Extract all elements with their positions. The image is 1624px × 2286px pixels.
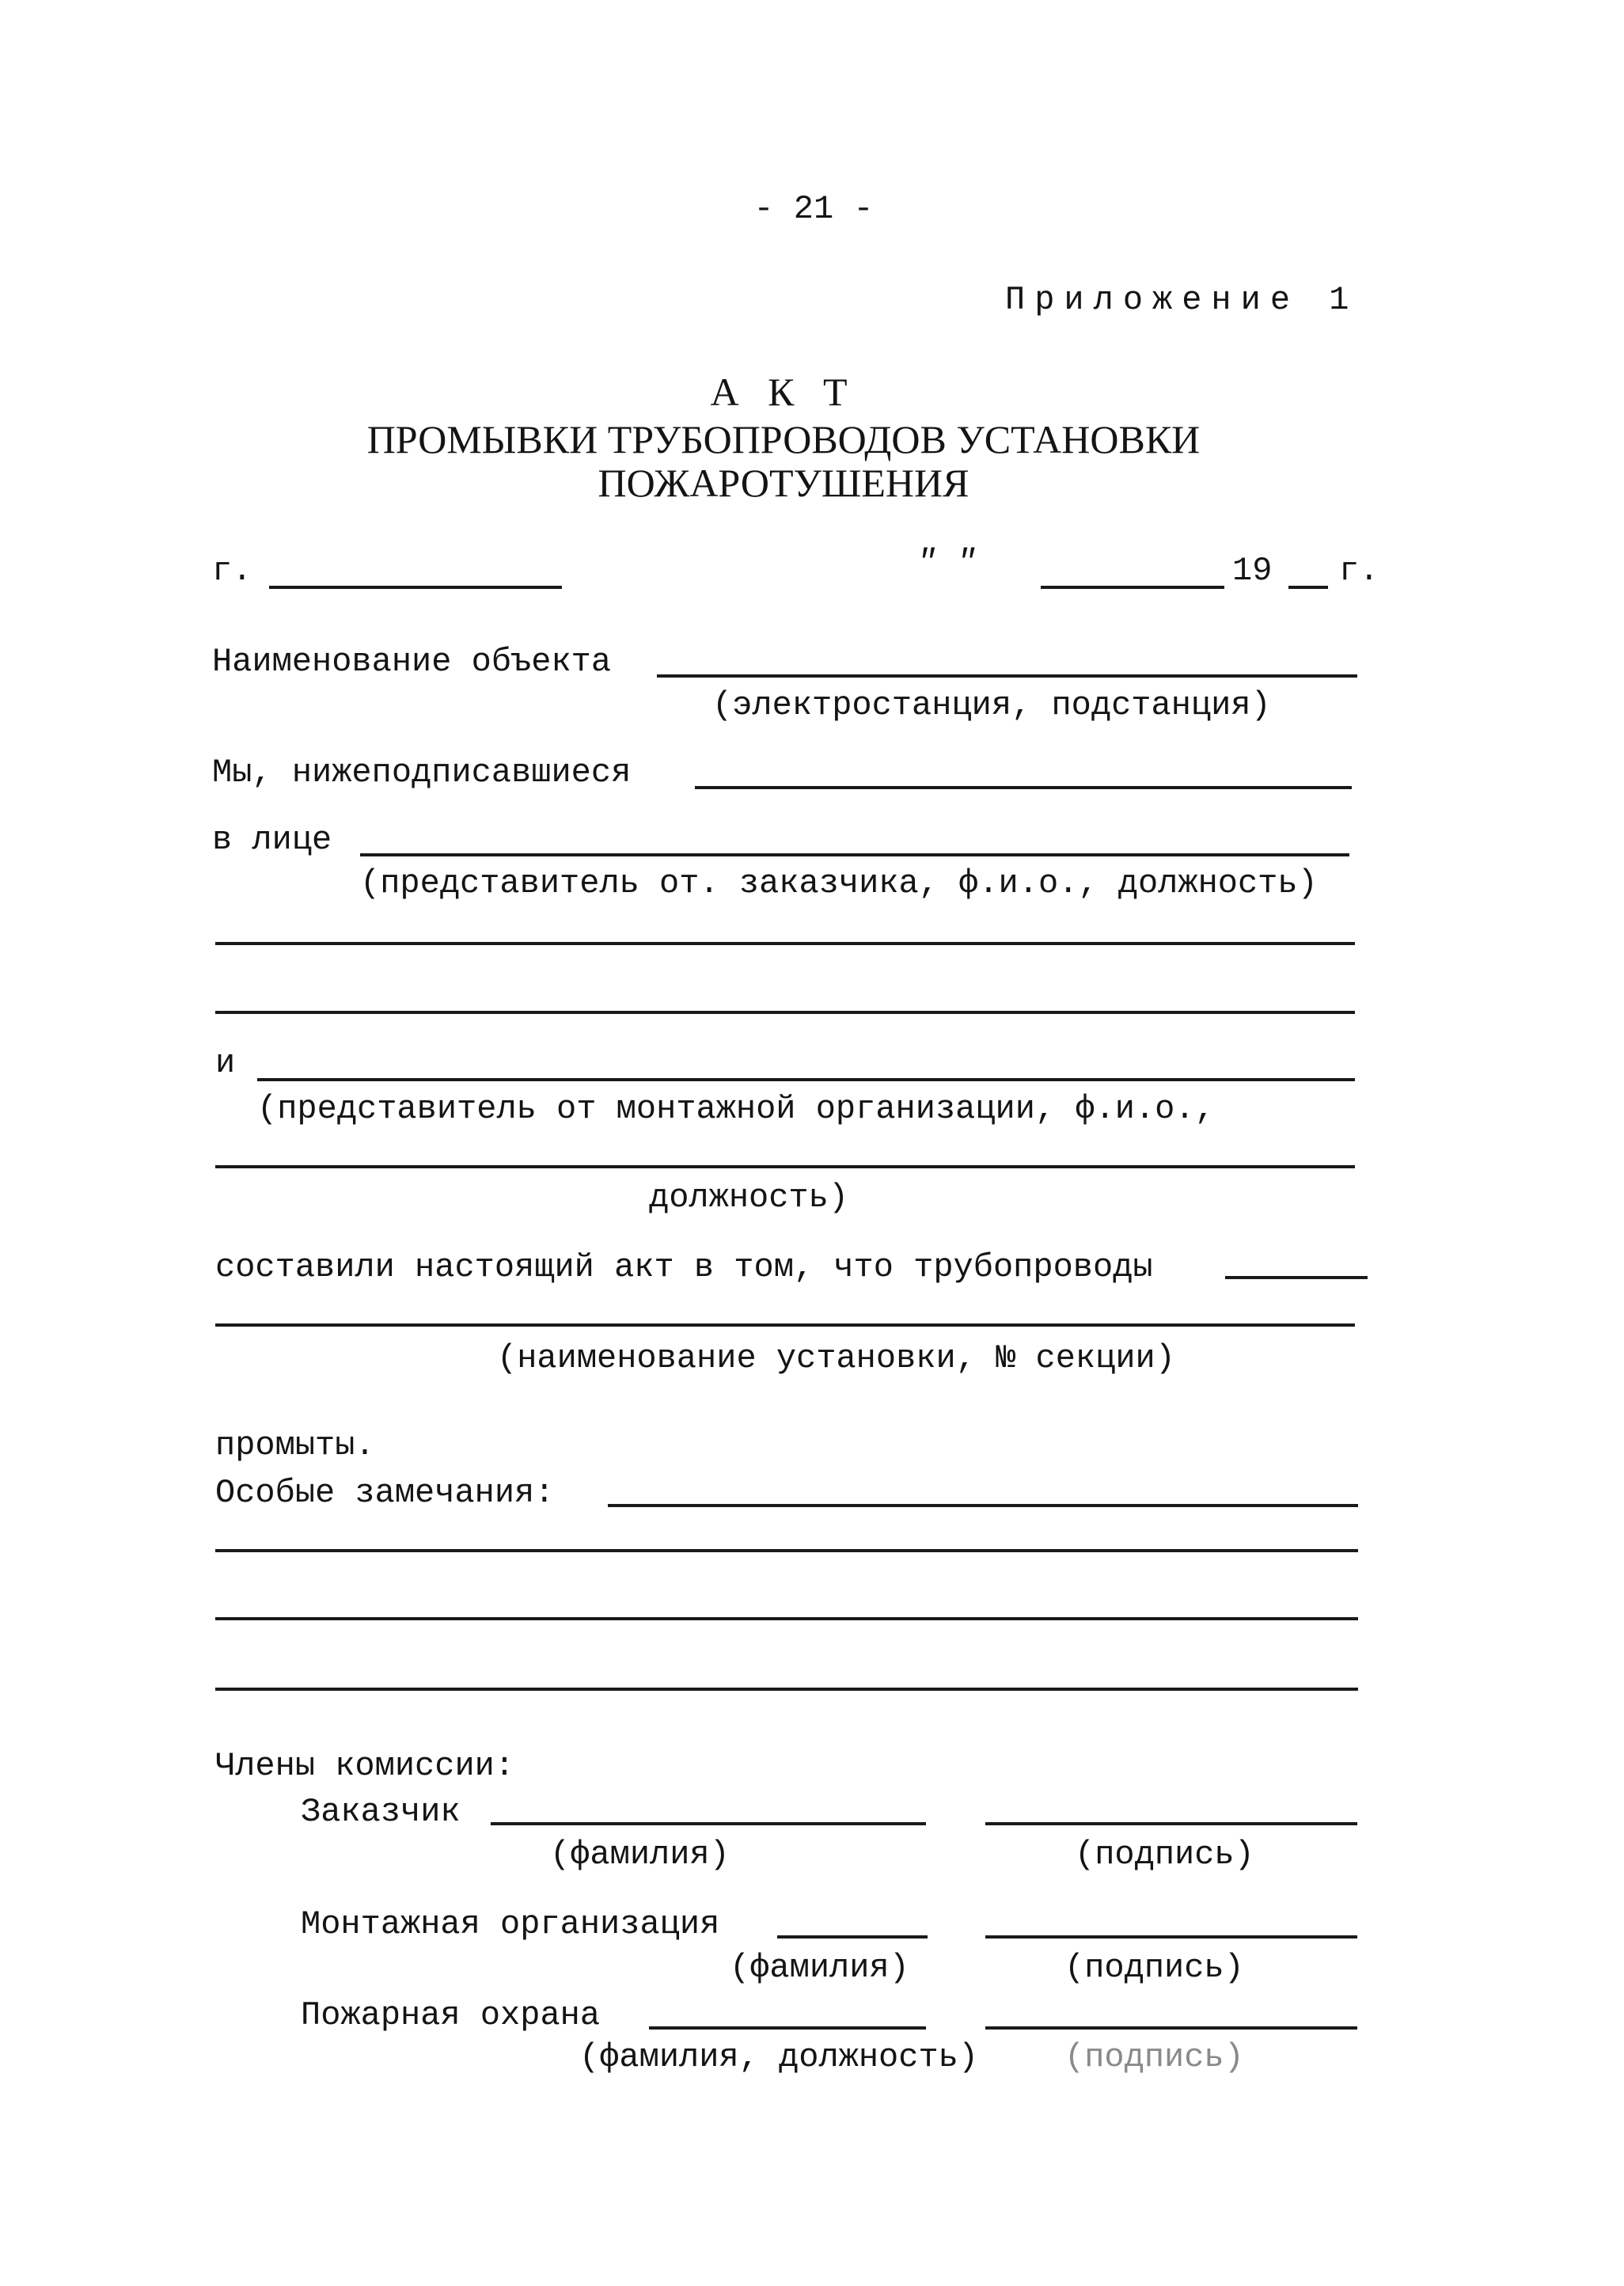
appendix-label: Приложение 1 bbox=[1005, 281, 1359, 319]
in-person-label: в лице bbox=[212, 821, 332, 859]
customer-name-field[interactable] bbox=[491, 1822, 926, 1825]
title-line-2: ПРОМЫВКИ ТРУБОПРОВОДОВ УСТАНОВКИ bbox=[366, 417, 1201, 461]
title-act: А К Т bbox=[710, 370, 857, 414]
installer-name-field[interactable] bbox=[777, 1935, 928, 1939]
remarks-field-1[interactable] bbox=[608, 1504, 1358, 1507]
remarks-field-3[interactable] bbox=[215, 1617, 1358, 1620]
customer-rep-field-2[interactable] bbox=[215, 942, 1355, 945]
fire-sign-field[interactable] bbox=[985, 2026, 1357, 2030]
statement-text: составили настоящий акт в том, что трубопроводы bbox=[215, 1248, 1153, 1286]
title-line-3: ПОЖАРОТУШЕНИЯ bbox=[598, 461, 969, 505]
pipeline-hint: (наименование установки, № секции) bbox=[497, 1339, 1175, 1377]
fire-name-field[interactable] bbox=[649, 2026, 926, 2030]
pipeline-field-2[interactable] bbox=[215, 1323, 1355, 1327]
customer-name-hint: (фамилия) bbox=[550, 1836, 730, 1874]
object-label: Наименование объекта bbox=[212, 643, 612, 681]
installer-label: Монтажная организация bbox=[301, 1905, 720, 1943]
customer-sign-hint: (подпись) bbox=[1075, 1836, 1254, 1874]
installer-rep-hint-2: должность) bbox=[649, 1179, 849, 1217]
installer-sign-field[interactable] bbox=[985, 1935, 1357, 1939]
year-prefix: 19 bbox=[1232, 552, 1273, 590]
and-label: и bbox=[215, 1044, 236, 1082]
fire-name-hint: (фамилия, должность) bbox=[579, 2038, 979, 2076]
customer-rep-hint: (представитель от. заказчика, ф.и.о., должность) bbox=[360, 864, 1318, 902]
customer-sign-field[interactable] bbox=[985, 1822, 1357, 1825]
installer-rep-field-2[interactable] bbox=[215, 1165, 1355, 1168]
installer-rep-field[interactable] bbox=[257, 1078, 1355, 1081]
undersigned-label: Мы, нижеподписавшиеся bbox=[212, 754, 632, 792]
year-field[interactable] bbox=[1288, 586, 1328, 589]
year-suffix: г. bbox=[1339, 552, 1379, 590]
date-quotes: ″ ″ bbox=[916, 544, 977, 582]
commission-heading: Члены комиссии: bbox=[215, 1747, 515, 1785]
installer-name-hint: (фамилия) bbox=[730, 1949, 909, 1987]
object-field[interactable] bbox=[657, 674, 1357, 678]
remarks-label: Особые замечания: bbox=[215, 1474, 555, 1512]
page-number: - 21 - bbox=[753, 190, 874, 228]
statement-result: промыты. bbox=[215, 1426, 375, 1464]
city-field[interactable] bbox=[269, 586, 562, 589]
remarks-field-4[interactable] bbox=[215, 1688, 1358, 1691]
undersigned-field[interactable] bbox=[695, 786, 1352, 789]
city-prefix: г. bbox=[212, 552, 252, 590]
date-field[interactable] bbox=[1041, 586, 1224, 589]
installer-sign-hint: (подпись) bbox=[1064, 1949, 1244, 1987]
remarks-field-2[interactable] bbox=[215, 1549, 1358, 1552]
fire-label: Пожарная охрана bbox=[301, 1996, 601, 2034]
customer-rep-field[interactable] bbox=[360, 853, 1349, 856]
pipeline-field[interactable] bbox=[1225, 1276, 1368, 1279]
customer-label: Заказчик bbox=[301, 1793, 461, 1831]
fire-sign-hint: (подпись) bbox=[1064, 2038, 1244, 2076]
installer-rep-hint-1: (представитель от монтажной организации, ф.и.о., bbox=[257, 1090, 1215, 1128]
object-hint: (электростанция, подстанция) bbox=[712, 686, 1271, 724]
customer-rep-field-3[interactable] bbox=[215, 1011, 1355, 1014]
